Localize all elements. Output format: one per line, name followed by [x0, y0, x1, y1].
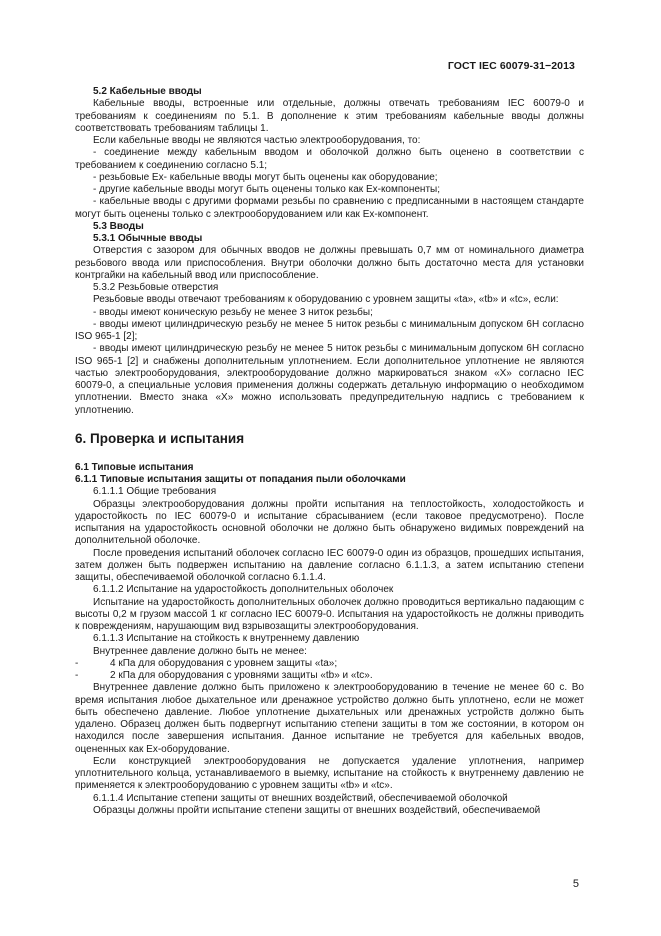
paragraph: Резьбовые вводы отвечают требованиям к оборудованию с уровнем защиты «ta», «tb» и «tc», если:: [93, 294, 559, 306]
list-item: - соединение между кабельным вводом и оболочкой должно быть оценено в соответствии с требованием к соединению согласно 5.1;: [75, 147, 584, 171]
list-item: - вводы имеют цилиндрическую резьбу не менее 5 ниток резьбы с минимальным допуском 6H согласно ISO 965-1 [2] и снабжены дополнительным уплотнением. Если дополнительное уплотнение не являются частью электрооборудования, электрооборудование должно маркироваться знаком «X» согласно IEC 60079-0, а специальные условия применения должны содержать детальную информацию о необходимом уплотнении. Вместо знака «X» можно использовать предупредительную надпись с требованием к уплотнению.: [75, 343, 584, 416]
paragraph: Внутреннее давление должно быть приложено к электрооборудованию в течение не менее 60 с. Во время испытания любое дыхательное или дренажное устройство должно быть уплотнено, если не может быть обеспечено давление. Любое уплотнение дыхательных или дренажных устройств должно быть удалено. Образец должен быть подвергнут испытанию степени защиты в том же состоянии, в котором он находился после завершения испытания. Данное испытание не требуется для кабельных вводов, оцененных как Ex-оборудование.: [75, 682, 584, 755]
paragraph: Образцы должны пройти испытание степени защиты от внешних воздействий, обеспечиваемой: [93, 804, 541, 816]
clause-heading: 6.1.1.4 Испытание степени защиты от внешних воздействий, обеспечиваемой оболочкой: [93, 792, 508, 804]
section-heading: 5.2 Кабельные вводы: [93, 86, 202, 97]
paragraph: Внутреннее давление должно быть не менее:: [93, 645, 307, 657]
paragraph: Если кабельные вводы не являются частью электрооборудования, то:: [93, 135, 421, 146]
list-marker: -: [75, 657, 79, 669]
list-item: [75, 670, 584, 682]
paragraph: Отверстия с зазором для обычных вводов не должны превышать 0,7 мм от номинального диаметра резьбового ввода или приспособления. Внутри оболочки должно быть достаточно места для установки контргайки на кабельный ввод или приспособление.: [75, 245, 584, 281]
document-body: [75, 86, 584, 817]
paragraph: Испытание на ударостойкость дополнительных оболочек должно проводиться вертикально падающим с высоты 0,2 м грузом массой 1 кг согласно IEC 60079-0. Испытания на ударостойкость не должны приводить к повреждениям, нарушающим вид взрывозащиты электрооборудования.: [75, 596, 584, 632]
section-heading: 5.3 Вводы: [93, 220, 144, 232]
list-item: - резьбовые Ex- кабельные вводы могут быть оценены как оборудование;: [93, 171, 438, 183]
paragraph: Образцы электрооборудования должны пройти испытания на теплостойкость, холодостойкость и ударостойкость по IEC 60079-0 и испытание сбрасыванием (если таковое предусмотрено). После испытания на ударостойкость основной оболочки не должно быть обнаружено видимых повреждений на дополнительной оболочке.: [75, 498, 584, 547]
list-item: - вводы имеют цилиндрическую резьбу не менее 5 ниток резьбы с минимальным допуском 6H согласно ISO 965-1 [2];: [75, 318, 584, 342]
list-item-text: 4 кПа для оборудования с уровнем защиты «ta»;: [110, 657, 338, 669]
list-marker: -: [75, 670, 79, 681]
paragraph: После проведения испытаний оболочек согласно IEC 60079-0 один из образцов, прошедших испытания, затем должен быть подвержен испытанию на давление согласно 6.1.1.3, а затем испытанию степени защиты, обеспечиваемой оболочкой согласно 6.1.1.4.: [75, 547, 584, 583]
list-item: - другие кабельные вводы могут быть оценены только как Ex-компоненты;: [93, 184, 440, 195]
list-item: - вводы имеют коническую резьбу не менее 3 ниток резьбы;: [93, 306, 373, 318]
clause-heading: 6.1.1.1 Общие требования: [93, 486, 217, 498]
list-item: - кабельные вводы с другими формами резьбы по сравнению с предписанными в настоящем стандарте могут быть оценены только с электрооборудованием или как Ex-компонент.: [75, 196, 584, 220]
list-item: [75, 658, 584, 670]
subsection-heading: 6.1.1 Типовые испытания защиты от попадания пыли оболочками: [75, 474, 406, 485]
clause-heading: 6.1.1.2 Испытание на ударостойкость дополнительных оболочек: [93, 584, 394, 596]
clause-heading: 6.1.1.3 Испытание на стойкость к внутреннему давлению: [93, 633, 360, 645]
document-header: ГОСТ IEC 60079-31−2013: [447, 60, 575, 72]
list-item-text: 2 кПа для оборудования с уровнями защиты «tb» и «tc».: [110, 670, 373, 681]
subsection-heading: 5.3.2 Резьбовые отверстия: [93, 282, 219, 293]
paragraph: Если конструкцией электрооборудования не допускается удаление уплотнения, например уплотнительного кольца, устанавливаемого в выемку, испытание на стойкость к внутреннему давлению не применяется к электрооборудованию с уровнем защиты «tb» и «tc».: [75, 755, 584, 792]
section-heading: 6.1 Типовые испытания: [75, 461, 194, 473]
subsection-heading: 5.3.1 Обычные вводы: [93, 233, 203, 244]
paragraph: Кабельные вводы, встроенные или отдельные, должны отвечать требованиям IEC 60079-0 и требованиям к соединениям по 5.1. В дополнение к этим требованиям кабельные вводы должны соответствовать требованиям таблицы 1.: [75, 98, 584, 134]
chapter-heading: 6. Проверка и испытания: [75, 430, 245, 446]
page-number: 5: [572, 878, 579, 890]
